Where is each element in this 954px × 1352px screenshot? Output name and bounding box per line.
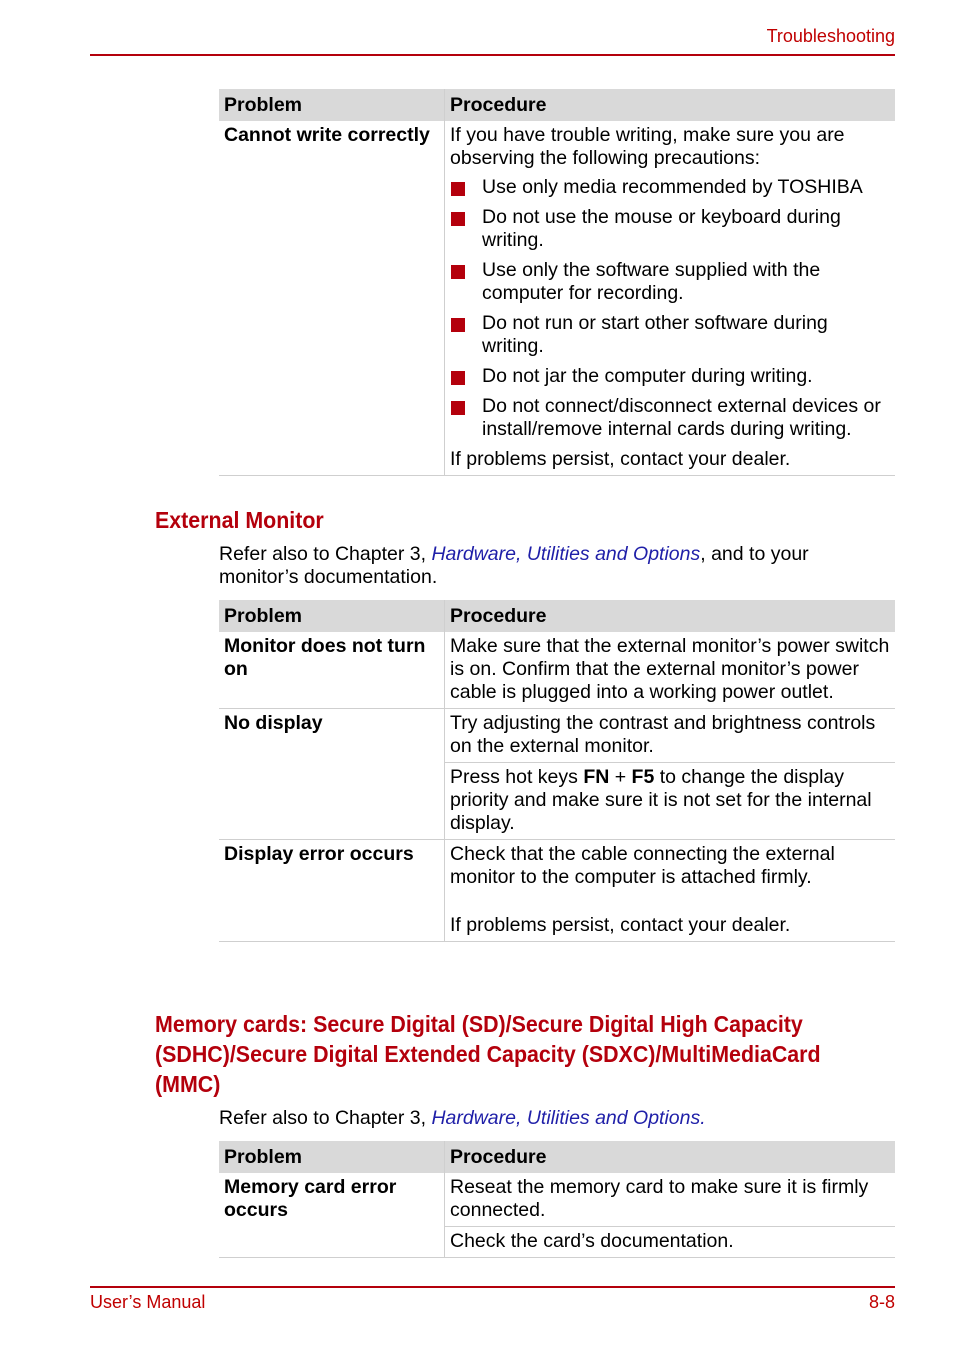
section-intro [219,1107,879,1130]
heading-line: (MMC) [155,1071,221,1097]
procedure-cell [445,840,896,942]
list-item: Do not run or start other software during writing. [450,312,891,358]
column-header-problem: Problem [219,600,445,632]
heading-line: Memory cards: Secure Digital (SD)/Secure Digital High Capacity [155,1011,803,1037]
problem-cell: No display [219,709,445,840]
footer-manual-title: User’s Manual [90,1292,206,1312]
hotkey-fn: FN [583,766,610,788]
table-header-row [219,89,895,121]
procedure-text: to change the display priority and make sure it is not set for the internal display. [450,766,872,834]
column-header-procedure: Procedure [445,600,896,632]
procedure-cell [445,121,896,476]
intro-text: , and to your monitor’s documentation. [219,543,809,588]
section-heading-memory-cards [155,1009,821,1099]
intro-text: Refer also to Chapter 3, [219,1107,432,1129]
chapter-link[interactable]: Hardware, Utilities and Options [431,543,701,565]
column-header-procedure: Procedure [445,1141,896,1173]
procedure-cell: Reseat the memory card to make sure it is firmly connected. [445,1173,896,1227]
procedure-intro: If you have trouble writing, make sure you are observing the following precautions: [450,124,845,169]
precaution-list [450,176,891,441]
table-row [219,840,895,942]
procedure-cell: Make sure that the external monitor’s power switch is on. Confirm that the external monitor’s power cable is plugged into a working power outlet. [445,632,896,709]
list-item: Use only the software supplied with the computer for recording. [450,259,891,305]
list-item: Do not use the mouse or keyboard during writing. [450,206,891,252]
table-header-row [219,1141,895,1173]
table-row [219,709,895,763]
procedure-cell: Try adjusting the contrast and brightness controls on the external monitor. [445,709,896,763]
footer-rule [90,1286,895,1288]
header-rule [90,54,895,56]
intro-text: . [700,1107,706,1129]
list-item: Do not connect/disconnect external devices or install/remove internal cards during writing. [450,395,891,441]
running-header: Troubleshooting [766,26,895,46]
procedure-outro: If problems persist, contact your dealer. [450,448,791,470]
procedure-text: Press hot keys [450,766,584,788]
column-header-problem: Problem [219,1141,445,1173]
hotkey-f5: F5 [631,766,655,788]
table-header-row [219,600,895,632]
table-row [219,1173,895,1227]
procedure-cell [445,763,896,840]
procedure-outro: If problems persist, contact your dealer. [450,914,791,936]
table-row [219,121,895,476]
section-intro [219,543,879,589]
table-row [219,632,895,709]
memory-card-table [219,1141,895,1258]
list-item: Do not jar the computer during writing. [450,365,891,388]
list-item: Use only media recommended by TOSHIBA [450,176,891,199]
procedure-text: Check that the cable connecting the external monitor to the computer is attached firmly. [450,843,835,888]
problem-cell: Monitor does not turn on [219,632,445,709]
heading-line: (SDHC)/Secure Digital Extended Capacity (SDXC)/MultiMediaCard [155,1041,821,1067]
external-monitor-table [219,600,895,942]
column-header-procedure: Procedure [445,89,896,121]
problem-cell: Memory card error occurs [219,1173,445,1258]
intro-text: Refer also to Chapter 3, [219,543,432,565]
page-number: 8-8 [868,1292,895,1312]
column-header-problem: Problem [219,89,445,121]
plus-sign: + [609,766,632,788]
section-heading-external-monitor: External Monitor [155,507,324,533]
writing-problems-table [219,89,895,476]
chapter-link[interactable]: Hardware, Utilities and Options [431,1107,701,1129]
problem-cell: Cannot write correctly [219,121,445,476]
procedure-cell: Check the card’s documentation. [445,1227,896,1258]
problem-cell: Display error occurs [219,840,445,942]
